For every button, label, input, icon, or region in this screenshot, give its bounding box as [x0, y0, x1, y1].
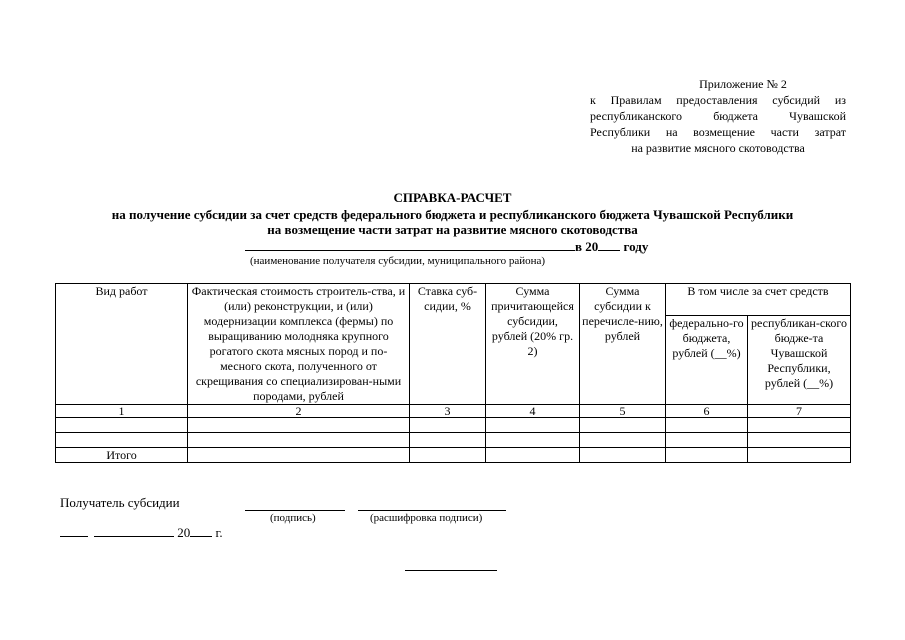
- table-cell[interactable]: [410, 418, 486, 433]
- header-including-group: В том числе за счет средств: [666, 284, 851, 316]
- column-number: 2: [188, 405, 410, 418]
- day-blank[interactable]: [60, 524, 88, 537]
- document-title: СПРАВКА-РАСЧЕТ: [393, 190, 512, 205]
- total-row: [56, 448, 851, 463]
- table-cell[interactable]: [188, 433, 410, 448]
- calculation-table: [55, 283, 851, 463]
- recipient-signature-label: Получатель субсидии: [60, 495, 180, 510]
- header-work-type: Вид работ: [56, 284, 188, 405]
- header-subsidy-due: Сумма причитающейся субсидии, рублей (20% гр. 2): [486, 284, 580, 405]
- month-blank[interactable]: [94, 524, 174, 537]
- header-subsidy-transfer: Сумма субсидии к перечисле-нию, рублей: [580, 284, 666, 405]
- table-cell[interactable]: [486, 418, 580, 433]
- table-row: [56, 418, 851, 433]
- table-cell[interactable]: [580, 418, 666, 433]
- header-republic-budget: республикан-ского бюдже-та Чувашской Республики, рублей (__%): [748, 316, 851, 405]
- table-cell[interactable]: [486, 433, 580, 448]
- table-cell[interactable]: [580, 433, 666, 448]
- signature-line[interactable]: [245, 510, 345, 511]
- table-cell[interactable]: [580, 448, 666, 463]
- table-cell[interactable]: [188, 418, 410, 433]
- date-year-prefix: 20: [177, 525, 191, 540]
- column-number: 5: [580, 405, 666, 418]
- column-number: 6: [666, 405, 748, 418]
- table-cell[interactable]: [410, 433, 486, 448]
- table-cell[interactable]: [410, 448, 486, 463]
- date-line: [60, 524, 223, 541]
- recipient-name-blank: [245, 238, 575, 251]
- table-cell[interactable]: [486, 448, 580, 463]
- document-subtitle-2: на возмещение части затрат на развитие мясного скотоводства: [267, 222, 638, 237]
- year-suffix: году: [623, 239, 649, 254]
- column-number: 1: [56, 405, 188, 418]
- document-subtitle: на получение субсидии за счет средств федерального бюджета и республиканского бюджета Чувашской Республики: [111, 207, 794, 222]
- signature-caption: (подпись): [270, 512, 316, 524]
- appendix-title: Приложение № 2: [699, 77, 787, 91]
- column-number: 3: [410, 405, 486, 418]
- table-cell[interactable]: [748, 433, 851, 448]
- table-cell[interactable]: [748, 448, 851, 463]
- column-number: 7: [748, 405, 851, 418]
- date-year-blank[interactable]: [190, 524, 212, 537]
- appendix-line: на развитие мясного скотоводства: [631, 141, 805, 155]
- column-number-row: [56, 405, 851, 418]
- header-federal-budget: федерально-го бюджета, рублей (__%): [666, 316, 748, 405]
- recipient-year-line: [245, 238, 665, 255]
- signature-decode-line[interactable]: [358, 510, 506, 511]
- signature-decode-caption: (расшифровка подписи): [370, 512, 483, 524]
- recipient-caption: (наименование получателя субсидии, муниципального района): [250, 255, 546, 267]
- table-cell[interactable]: [56, 433, 188, 448]
- appendix-block: [590, 76, 846, 156]
- year-blank: [598, 238, 620, 251]
- total-label: Итого: [56, 448, 188, 463]
- footer-line: [405, 570, 497, 571]
- appendix-line: Республики на возмещение части затрат: [590, 125, 846, 139]
- table-cell[interactable]: [666, 448, 748, 463]
- table-cell[interactable]: [188, 448, 410, 463]
- appendix-line: республиканского бюджета Чувашской: [590, 109, 846, 123]
- appendix-line: к Правилам предоставления субсидий из: [590, 93, 846, 107]
- date-year-suffix: г.: [215, 525, 223, 540]
- table-cell[interactable]: [666, 418, 748, 433]
- table-cell[interactable]: [666, 433, 748, 448]
- table-cell[interactable]: [748, 418, 851, 433]
- table-row: [56, 433, 851, 448]
- year-prefix: в 20: [575, 239, 599, 254]
- header-subsidy-rate: Ставка суб-сидии, %: [410, 284, 486, 405]
- column-number: 4: [486, 405, 580, 418]
- header-actual-cost: Фактическая стоимость строитель-ства, и (или) реконструкции, и (или) модернизации комплекса (фермы) по выращиванию молодняка крупного рогатого скота мясных пород и по-месного скота, полученного от скрещивания со специализирован-ными породами, рублей: [188, 284, 410, 405]
- table-cell[interactable]: [56, 418, 188, 433]
